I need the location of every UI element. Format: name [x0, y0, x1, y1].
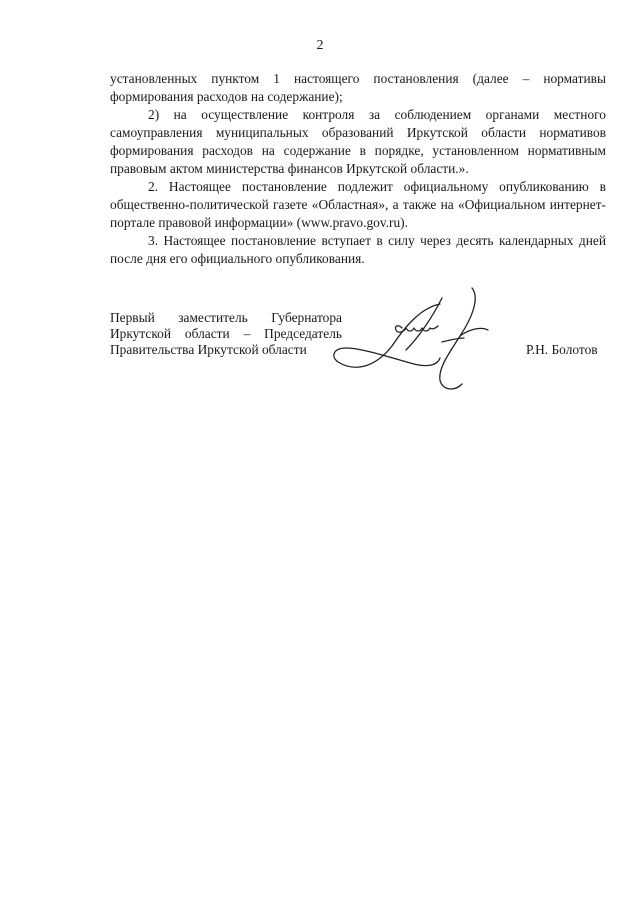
- position-line-2: Иркутской области – Председатель: [110, 326, 342, 341]
- document-body: [110, 70, 606, 268]
- paragraph-3: 3. Настоящее постановление вступает в силу через десять календарных дней после дня его официального опубликования.: [110, 233, 606, 266]
- paragraph-2: 2. Настоящее постановление подлежит официальному опубликованию в общественно-политической газете «Областная», а также на «Официальном интернет-портале правовой информации» (www.pravo.gov.ru).: [110, 179, 606, 230]
- position-line-3: Правительства Иркутской области: [110, 342, 307, 357]
- position-line-1: Первый заместитель Губернатора: [110, 310, 342, 325]
- continuation-paragraph: установленных пунктом 1 настоящего постановления (далее – нормативы формирования расходов на содержание);: [110, 71, 606, 104]
- handwritten-signature: [322, 284, 502, 396]
- signer-name: Р.Н. Болотов: [526, 342, 598, 357]
- page-number: 2: [316, 38, 324, 53]
- item-2-paragraph: 2) на осуществление контроля за соблюдением органами местного самоуправления муниципальных образований Иркутской области нормативов формирования расходов на содержание в порядке, установленном нормативным правовым актом министерства финансов Иркутской области.».: [110, 107, 606, 176]
- signatory-position: [110, 310, 342, 358]
